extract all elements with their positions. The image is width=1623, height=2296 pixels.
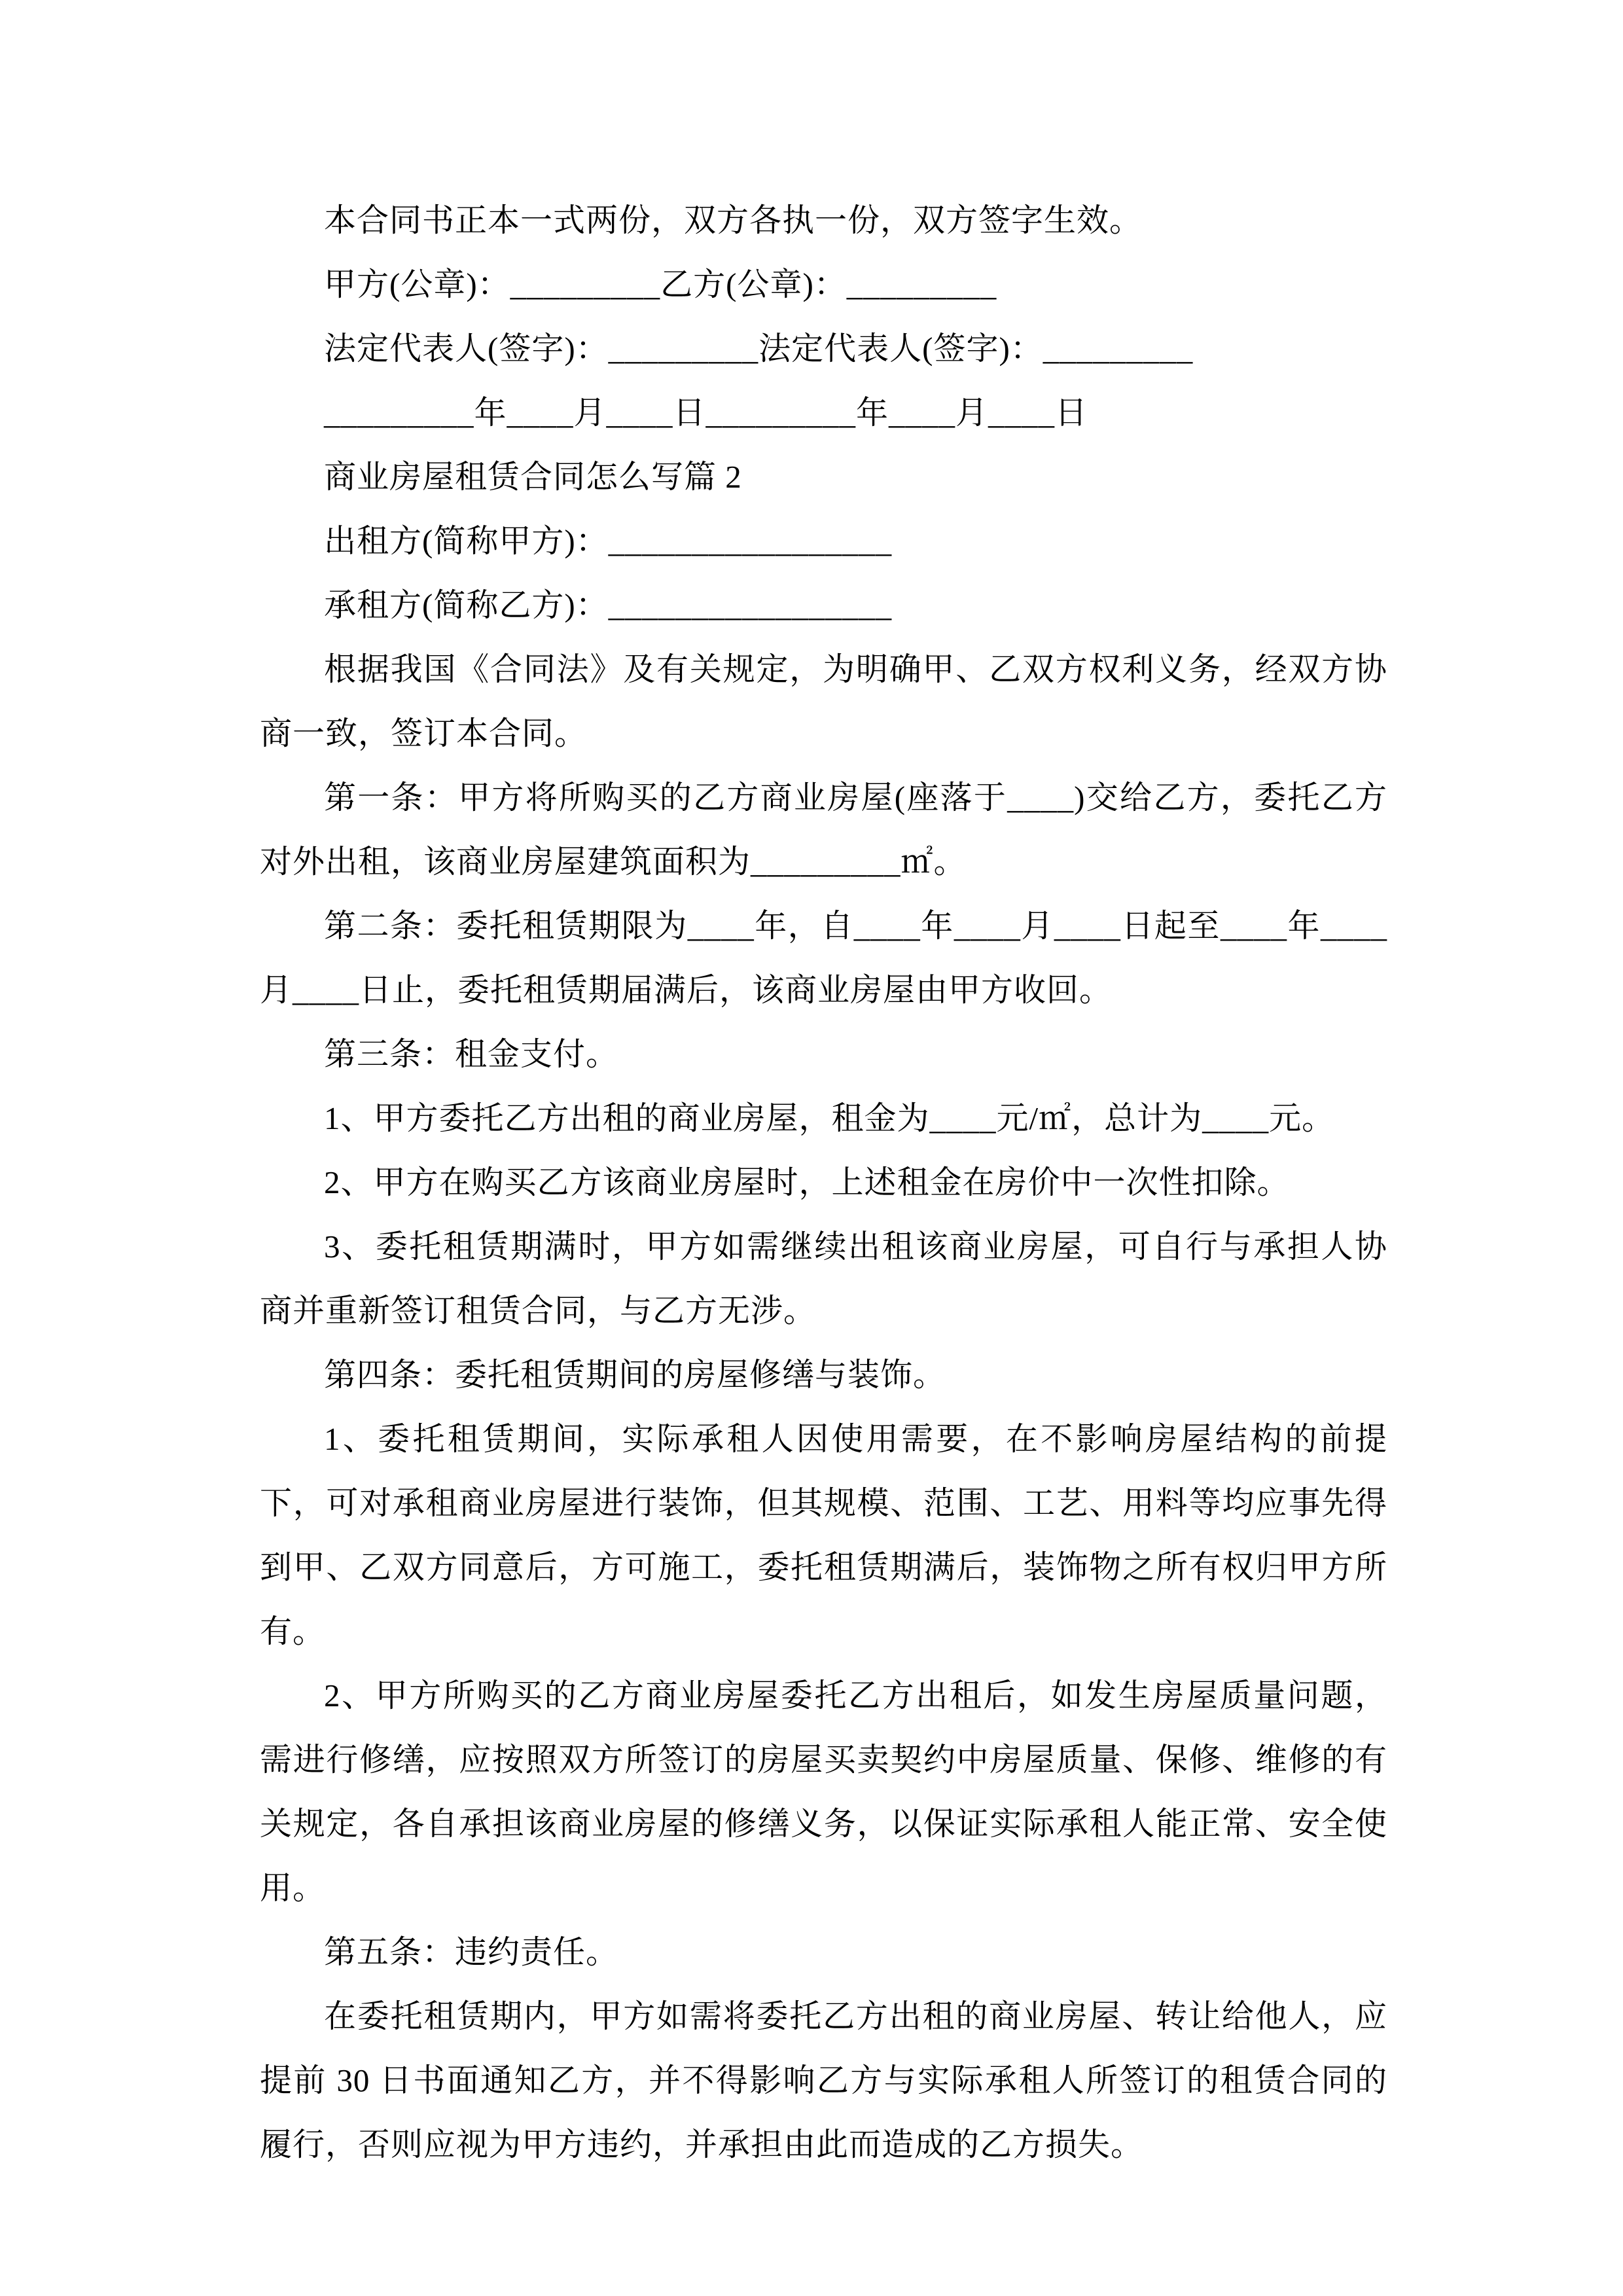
paragraph-legal-representatives: 法定代表人(签字)：_________法定代表人(签字)：_________: [324, 331, 1194, 367]
paragraph-article-4: 第四条：委托租赁期间的房屋修缮与装饰。: [324, 1357, 946, 1393]
paragraph-party-seals: 甲方(公章)：_________乙方(公章)：_________: [324, 266, 997, 302]
paragraph-article-5-body: 在委托租赁期内，甲方如需将委托乙方出租的商业房屋、转让给他人，应提前 30 日书面通知乙方，并不得影响乙方与实际承租人所签订的租赁合同的履行，否则应视为甲方违约，并承担由此而造成的乙方损失。: [260, 1998, 1387, 2162]
paragraph-article-3-item-3: 3、委托租赁期满时，甲方如需继续出租该商业房屋，可自行与承担人协商并重新签订租赁合同，与乙方无涉。: [260, 1229, 1387, 1329]
paragraph-article-1: 第一条：甲方将所购买的乙方商业房屋(座落于____)交给乙方，委托乙方对外出租，该商业房屋建筑面积为_________㎡。: [260, 780, 1387, 880]
contract-body: [260, 188, 1387, 2177]
paragraph-article-2: 第二条：委托租赁期限为____年，自____年____月____日起至____年____月____日止，委托租赁期届满后，该商业房屋由甲方收回。: [260, 908, 1387, 1008]
paragraph-lessor-line: 出租方(简称甲方)：_________________: [324, 523, 893, 559]
paragraph-article-3: 第三条：租金支付。: [324, 1036, 619, 1072]
paragraph-article-4-item-2: 2、甲方所购买的乙方商业房屋委托乙方出租后，如发生房屋质量问题，需进行修缮，应按照双方所签订的房屋买卖契约中房屋质量、保修、维修的有关规定，各自承担该商业房屋的修缮义务，以保证实际承租人能正常、安全使用。: [260, 1677, 1387, 1906]
section-heading-part-2: 商业房屋租赁合同怎么写篇 2: [324, 459, 742, 495]
paragraph-preamble: 根据我国《合同法》及有关规定，为明确甲、乙双方权利义务，经双方协商一致，签订本合同。: [260, 651, 1387, 751]
paragraph-lessee-line: 承租方(简称乙方)：_________________: [324, 587, 893, 623]
paragraph-duplicates-clause: 本合同书正本一式两份，双方各执一份，双方签字生效。: [324, 202, 1143, 238]
paragraph-article-3-item-1: 1、甲方委托乙方出租的商业房屋，租金为____元/㎡，总计为____元。: [324, 1100, 1335, 1136]
paragraph-article-3-item-2: 2、甲方在购买乙方该商业房屋时，上述租金在房价中一次性扣除。: [324, 1164, 1290, 1200]
paragraph-date-lines: _________年____月____日_________年____月____日: [324, 395, 1088, 431]
paragraph-article-4-item-1: 1、委托租赁期间，实际承租人因使用需要，在不影响房屋结构的前提下，可对承租商业房屋进行装饰，但其规模、范围、工艺、用料等均应事先得到甲、乙双方同意后，方可施工，委托租赁期满后，装饰物之所有权归甲方所有。: [260, 1421, 1387, 1649]
paragraph-article-5: 第五条：违约责任。: [324, 1934, 619, 1970]
